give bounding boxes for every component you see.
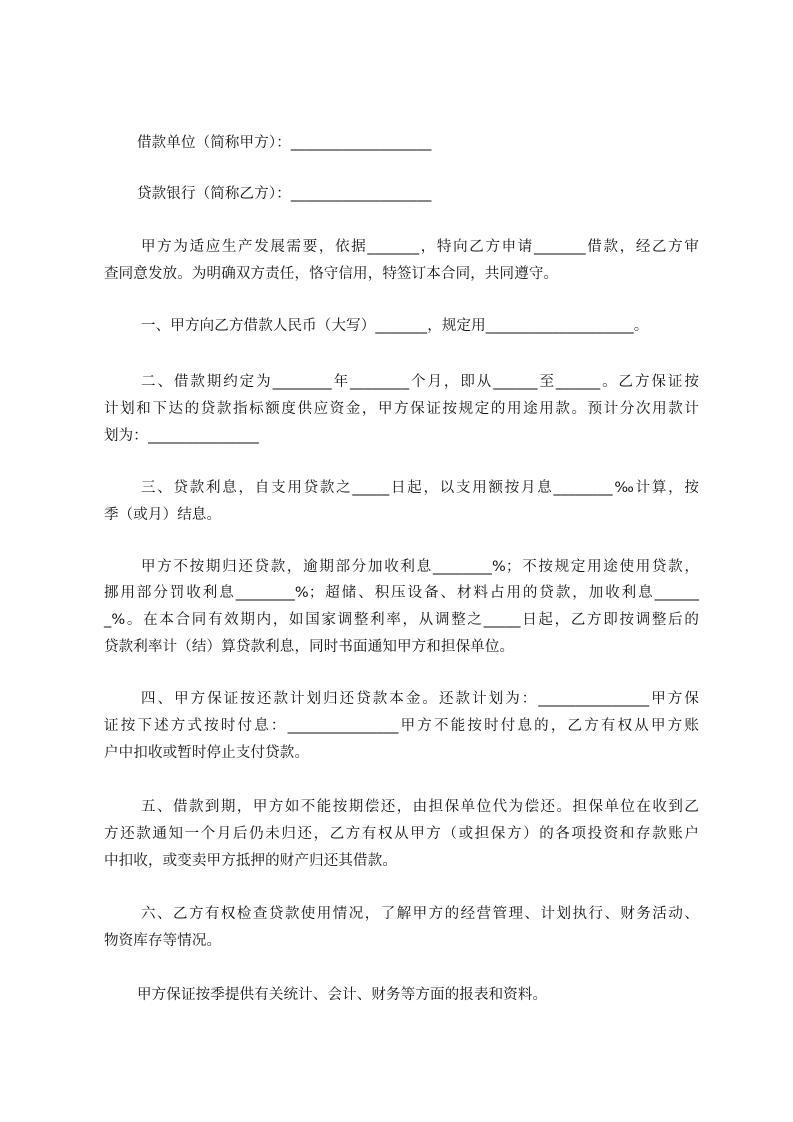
clause1-line-1: 一、甲方向乙方借款人民币（大写）_______，规定用____________________。 [141,318,649,334]
clause2-line-3: 划为：_______________ [104,428,259,444]
penalty-line-1: 甲方不按期归还贷款，逾期部分加收利息________%；不按规定用途使用贷款， [141,559,699,575]
clause6-line-1: 六、乙方有权检查贷款使用情况，了解甲方的经营管理、计划执行、财务活动、 [141,906,699,922]
lender-line: 贷款银行（简称乙方）：___________________ [137,186,432,202]
clause5-line-3: 中扣收，或变卖甲方抵押的财产归还其借款。 [104,853,397,869]
clause6-line-2: 物资库存等情况。 [104,933,222,949]
clause3-line-2: 季（或月）结息。 [104,507,222,523]
clause5-line-2: 方还款通知一个月后仍未归还，乙方有权从甲方（或担保方）的各项投资和存款账户 [104,826,699,842]
borrower-line: 借款单位（简称甲方）：___________________ [137,135,432,151]
clause4-line-1: 四、甲方保证按还款计划归还贷款本金。还款计划为：_______________甲方保 [141,691,699,707]
penalty-line-3: _%。在本合同有效期内，如国家调整利率，从调整之_____日起，乙方即按调整后的 [104,612,699,628]
clause5-line-1: 五、借款到期，甲方如不能按期偿还，由担保单位代为偿还。担保单位在收到乙 [141,799,699,815]
clause4-line-2: 证按下述方式按时付息：_______________甲方不能按时付息的，乙方有权从甲方账 [104,718,699,734]
closing-line: 甲方保证按季提供有关统计、会计、财务等方面的报表和资料。 [137,987,548,1003]
clause3-line-1: 三、贷款利息，自支用贷款之_____日起，以支用额按月息________‰计算，按 [141,480,699,496]
penalty-line-2: 挪用部分罚收利息________%；超储、积压设备、材料占用的贷款，加收利息______ [104,585,699,601]
preamble-line-2: 查同意发放。为明确双方责任，恪守信用，特签订本合同，共同遵守。 [104,266,559,282]
clause2-line-2: 计划和下达的贷款指标额度供应资金，甲方保证按规定的用途用款。预计分次用款计 [104,401,699,417]
preamble-line-1: 甲方为适应生产发展需要，依据_______，特向乙方申请_______借款，经乙方审 [141,239,699,255]
penalty-line-4: 贷款利率计（结）算贷款利息，同时书面通知甲方和担保单位。 [104,639,515,655]
clause4-line-3: 户中扣收或暂时停止支付贷款。 [104,745,310,761]
clause2-line-1: 二、借款期约定为________年________个月，即从______至______。乙方保证按 [141,374,699,390]
